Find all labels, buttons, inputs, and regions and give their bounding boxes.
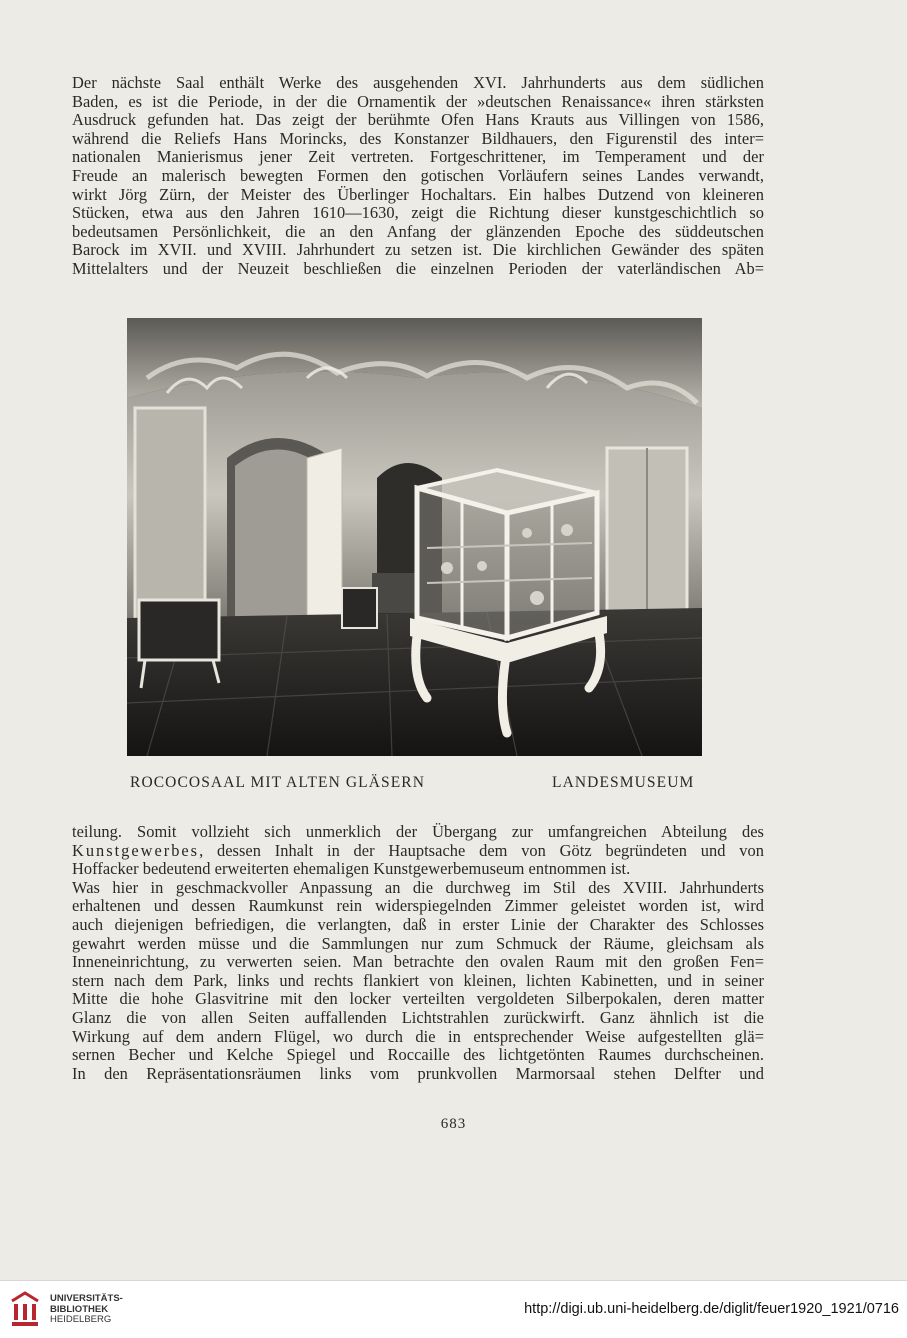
text-line: auch diejenigen befriedigen, die verlangten, daß in erster Linie der Charakter des Schlosses xyxy=(72,914,764,934)
viewer-footer xyxy=(0,1280,907,1338)
rococo-hall-photograph xyxy=(127,318,702,756)
text-line: Freude an malerisch bewegten Formen den gotischen Vorläufern seines Landes verwandt, xyxy=(72,165,764,185)
page-number: 683 xyxy=(440,1116,467,1132)
library-logo-icon[interactable] xyxy=(10,1291,40,1329)
text-line: nationalen Manierismus jener Zeit vertreten. Fortgeschrittener, im Temperament und der xyxy=(72,147,764,167)
text-line: Glanz die von allen Seiten auffallenden Lichtstrahlen zurückwirft. Ganz ähnlich ist die xyxy=(72,1007,764,1027)
text-segment: , dessen Inhalt in der Hauptsache dem von Götz begründeten und von xyxy=(199,840,764,860)
text-line: stern nach dem Park, links und rechts flankiert von kleinen, lichten Kabinetten, und in seiner xyxy=(72,970,764,990)
paragraph-bottom xyxy=(72,823,764,1083)
text-line: bedeutsamen Persönlichkeit, die an den Anfang der glänzenden Epoche des süddeutschen xyxy=(72,221,764,241)
text-line: Stücken, etwa aus den Jahren 1610—1630, zeigt die Richtung dieser kunstgeschichtlich so xyxy=(72,203,764,223)
text-line: Was hier in geschmackvoller Anpassung an die durchweg im Stil des XVIII. Jahrhunderts xyxy=(72,877,764,897)
text-line: Ausdruck gefunden hat. Das zeigt der berühmte Ofen Hans Krauts aus Villingen von 1586, xyxy=(72,110,764,130)
text-line: Wirkung auf dem andern Flügel, wo durch die in entsprechender Weise aufgestellten glä= xyxy=(72,1026,764,1046)
text-line: gewahrt werden müsse und die Sammlungen nur zum Schmuck der Räume, gleichsam als xyxy=(72,933,764,953)
text-line: In den Repräsentationsräumen links vom prunkvollen Marmorsaal stehen Delfter und xyxy=(72,1063,764,1083)
text-line xyxy=(72,842,764,861)
text-line: während die Reliefs Hans Morincks, des Konstanzer Bildhauers, den Figurenstil des inter= xyxy=(72,128,764,148)
text-line: Hoffacker bedeutend erweiterten ehemaligen Kunstgewerbemuseum entnommen ist. xyxy=(72,859,631,879)
text-line: erhaltenen und dessen Raumkunst rein widerspiegelnden Zimmer geleistet worden ist, wird xyxy=(72,896,764,916)
text-line: wirkt Jörg Zürn, der Meister des Überlinger Hochaltars. Ein halbes Dutzend von kleineren xyxy=(72,184,764,204)
text-line: Der nächste Saal enthält Werke des ausgehenden XVI. Jahrhunderts aus dem südlichen xyxy=(72,73,764,92)
page-url-link[interactable]: http://digi.ub.uni-heidelberg.de/diglit/feuer1920_1921/0716 xyxy=(524,1301,899,1317)
text-line: Mittelalters und der Neuzeit beschließen die einzelnen Perioden der vaterländischen Ab= xyxy=(72,258,764,278)
paragraph-top xyxy=(72,74,764,279)
text-line: sernen Becher und Kelche Spiegel und Roccaille des lichtgetönten Raumes durchscheinen. xyxy=(72,1045,764,1065)
figure-credit: LANDESMUSEUM xyxy=(552,774,695,791)
text-line: Mitte die hohe Glasvitrine mit den locker verteilten vergoldeten Silberpokalen, deren matter xyxy=(72,989,764,1009)
text-line: Barock im XVII. und XVIII. Jahrhundert zu setzen ist. Die kirchlichen Gewänder des späten xyxy=(72,240,764,260)
library-name[interactable]: UNIVERSITÄTS- BIBLIOTHEK HEIDELBERG xyxy=(50,1293,123,1325)
text-line: Baden, es ist die Periode, in der die Ornamentik der »deutschen Renaissance« ihren stärksten xyxy=(72,91,764,111)
text-line: teilung. Somit vollzieht sich unmerklich der Übergang zur umfangreichen Abteilung des xyxy=(72,822,764,841)
text-line: Inneneinrichtung, zu verwerten seien. Man betrachte den ovalen Raum mit den großen Fen= xyxy=(72,952,764,972)
photo-illustration xyxy=(127,318,702,756)
figure-caption: ROCOCOSAAL MIT ALTEN GLÄSERN xyxy=(130,774,426,791)
emphasized-term: Kunstgewerbes xyxy=(72,840,200,860)
